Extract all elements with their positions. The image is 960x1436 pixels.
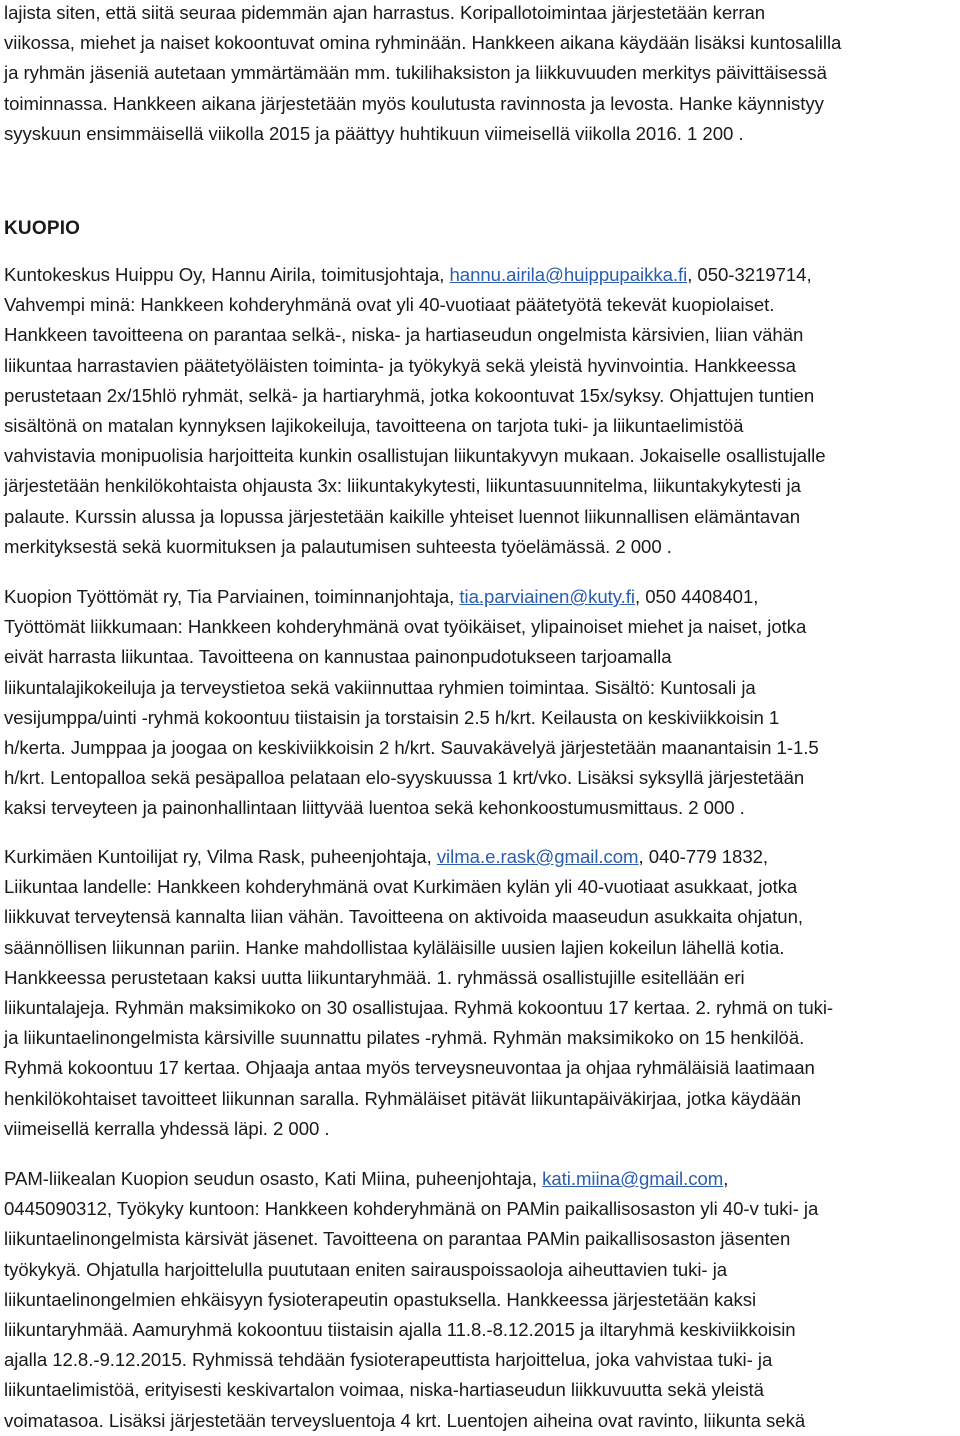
contact-text: Kurkimäen Kuntoilijat ry, Vilma Rask, puheenjohtaja, — [4, 846, 437, 867]
text-line: liikuntaelinongelmien ehkäisyyn fysioterapeutin opastuksella. Hankkeessa järjestetään kaksi — [4, 1288, 757, 1310]
text-line: eivät harrasta liikuntaa. Tavoitteena on kannustaa painonpudotukseen tarjoamalla — [4, 646, 672, 668]
entry-contact-line — [4, 582, 819, 612]
text-line: ja ryhmän jäseniä autetaan ymmärtämään mm. tukilihaksiston ja liikkuvuuden merkitys päivittäisessä — [4, 62, 827, 84]
text-line: viimeisellä kerralla yhdessä läpi. 2 000 . — [4, 1117, 330, 1139]
text-line: ajalla 12.8.-9.12.2015. Ryhmissä tehdään fysioterapeuttista harjoittelua, joka vahvistaa tuki- ja — [4, 1349, 773, 1371]
text-line: liikkuvat terveytensä kannalta liian vähän. Tavoitteena on aktivoida maaseudun asukkaita ohjatun, — [4, 906, 803, 928]
text-line: liikuntaryhmää. Aamuryhmä kokoontuu tiistaisin ajalla 11.8.-8.12.2015 ja iltaryhmä keskiviikkoisin — [4, 1319, 796, 1341]
text-line: henkilökohtaiset tavoitteet liikunnan saralla. Ryhmäläiset pitävät liikuntapäiväkirjaa, jotka käydään — [4, 1087, 801, 1109]
entry-contact-line — [4, 842, 833, 872]
text-line: palaute. Kurssin alussa ja lopussa järjestetään kaikille yhteiset luennot liikunnallisen elämäntavan — [4, 505, 801, 527]
text-line: viikossa, miehet ja naiset kokoontuvat omina ryhminään. Hankkeen aikana käydään lisäksi kuntosalilla — [4, 32, 842, 54]
text-line: lajista siten, että siitä seuraa pidemmän ajan harrastus. Koripallotoimintaa järjestetään kerran — [4, 2, 766, 23]
text-line: liikuntalajeja. Ryhmän maksimikoko on 30 osallistujaa. Ryhmä kokoontuu 17 kertaa. 2. ryhmä on tuki- — [4, 997, 834, 1019]
text-line: järjestetään henkilökohtaista ohjausta 3x: liikuntakykytesti, liikuntasuunnitelma, liikuntakykytesti ja — [4, 475, 801, 497]
entry-kuopion-tyottomat — [4, 582, 819, 824]
contact-phone: , 050-3219714, — [687, 264, 812, 285]
entry-contact-line — [4, 260, 826, 290]
text-line: ja liikuntaelinongelmista kärsiville suunnattu pilates -ryhmä. Ryhmän maksimikoko on 15 henkilöä. — [4, 1027, 805, 1049]
text-line: Hankkeen tavoitteena on parantaa selkä-, niska- ja hartiaseudun ongelmista kärsivien, liian vähän — [4, 324, 804, 346]
text-line: säännöllisen liikunnan pariin. Hanke mahdollistaa kyläläisille uusien lajien kokeilun lähellä kotia. — [4, 936, 785, 958]
contact-phone: , 050 4408401, — [634, 586, 759, 607]
contact-text: PAM-liikealan Kuopion seudun osasto, Kati Miina, puheenjohtaja, — [4, 1168, 543, 1189]
text-line: merkityksestä sekä kuormituksen ja palautumisen suhteesta työelämässä. 2 000 . — [4, 535, 672, 557]
email-link[interactable]: kati.miina@gmail.com — [542, 1168, 724, 1189]
text-line: Liikuntaa landelle: Hankkeen kohderyhmänä ovat Kurkimäen kylän yli 40-vuotiaat asukkaat, jotka — [4, 876, 798, 898]
contact-text: Kuopion Työttömät ry, Tia Parviainen, toiminnanjohtaja, — [4, 586, 460, 607]
text-line: liikuntaelinongelmista kärsivät jäsenet. Tavoitteena on parantaa PAMin paikallisosaston jäsenten — [4, 1228, 791, 1250]
text-line: työkykyä. Ohjatulla harjoittelulla puututaan eniten sairauspoissaoloja aiheuttavien tuki- ja — [4, 1258, 728, 1280]
entry-kurkimaen-kuntoilijat — [4, 842, 833, 1144]
text-line: voimatasoa. Lisäksi järjestetään terveysluentoja 4 krt. Luentojen aiheina ovat ravinto, liikunta sekä — [4, 1409, 806, 1431]
text-line: Ryhmä kokoontuu 17 kertaa. Ohjaaja antaa myös terveysneuvontaa ja ohjaa ryhmäläisiä laatimaan — [4, 1057, 815, 1079]
entry-pam-liikealan — [4, 1164, 818, 1436]
contact-phone: , 040-779 1832, — [638, 846, 769, 867]
text-line: sisältönä on matalan kynnyksen lajikokeiluja, tavoitteena on tarjota tuki- ja liikuntaelimistöä — [4, 415, 744, 437]
text-line: h/kerta. Jumppaa ja joogaa on keskiviikkoisin 2 h/krt. Sauvakävelyä järjestetään maanantaisin 1-1.5 — [4, 737, 819, 759]
text-line: h/krt. Lentopalloa sekä pesäpalloa pelataan elo-syyskuussa 1 krt/vko. Lisäksi syksyllä järjestetään — [4, 767, 805, 789]
contact-text: Kuntokeskus Huippu Oy, Hannu Airila, toimitusjohtaja, — [4, 264, 450, 285]
text-line: 0445090312, Työkyky kuntoon: Hankkeen kohderyhmänä on PAMin paikallisosaston yli 40-v tuki- ja — [4, 1198, 819, 1220]
text-line: vesijumppa/uinti -ryhmä kokoontuu tiistaisin ja torstaisin 2.5 h/krt. Keilausta on keskiviikkoisin 1 — [4, 706, 780, 728]
text-line: syyskuun ensimmäisellä viikolla 2015 ja päättyy huhtikuun viimeisellä viikolla 2016. 1 200 . — [4, 122, 744, 144]
text-line: liikuntaelimistöä, erityisesti keskivartalon voimaa, niska-hartiaseudun liikkuvuutta sekä yleistä — [4, 1379, 764, 1401]
section-heading-kuopio: KUOPIO — [4, 218, 81, 239]
email-link[interactable]: hannu.airila@huippupaikka.fi — [449, 264, 688, 285]
text-line: vahvistavia monipuolisia harjoitteita kunkin osallistujan liikuntakyvyn mukaan. Jokaiselle osallistujalle — [4, 445, 826, 467]
text-line: Hankkeessa perustetaan kaksi uutta liikuntaryhmää. 1. ryhmässä osallistujille esitellään eri — [4, 966, 745, 988]
email-link[interactable]: tia.parviainen@kuty.fi — [459, 586, 635, 607]
text-line: Vahvempi minä: Hankkeen kohderyhmänä ovat yli 40-vuotiaat päätetyötä tekevät kuopiolaiset. — [4, 294, 775, 316]
contact-phone: , — [723, 1168, 729, 1189]
text-line: kaksi terveyteen ja painonhallintaan liittyvää luentoa sekä kehonkoostumusmittaus. 2 000 . — [4, 797, 745, 819]
entry-kuntokeskus-huippu — [4, 260, 826, 562]
text-line: liikuntalajikokeiluja ja terveystietoa sekä vakiinnuttaa ryhmien toimintaa. Sisältö: Kuntosali ja — [4, 676, 756, 698]
text-line: Työttömät liikkumaan: Hankkeen kohderyhmänä ovat työikäiset, ylipainoiset miehet ja naiset, jotka — [4, 616, 807, 638]
text-line: perustetaan 2x/15hlö ryhmät, selkä- ja hartiaryhmä, jotka kokoontuvat 15x/syksy. Ohjattujen tuntien — [4, 384, 815, 406]
intro-paragraph — [4, 0, 841, 149]
text-line: liikuntaa harrastavien päätetyöläisten toiminta- ja työkykyä sekä yleistä hyvinvointia. Hankkeessa — [4, 354, 796, 376]
email-link[interactable]: vilma.e.rask@gmail.com — [436, 846, 639, 867]
text-line: toiminnassa. Hankkeen aikana järjestetään myös koulutusta ravinnosta ja levosta. Hanke käynnistyy — [4, 92, 824, 114]
entry-contact-line — [4, 1164, 818, 1194]
